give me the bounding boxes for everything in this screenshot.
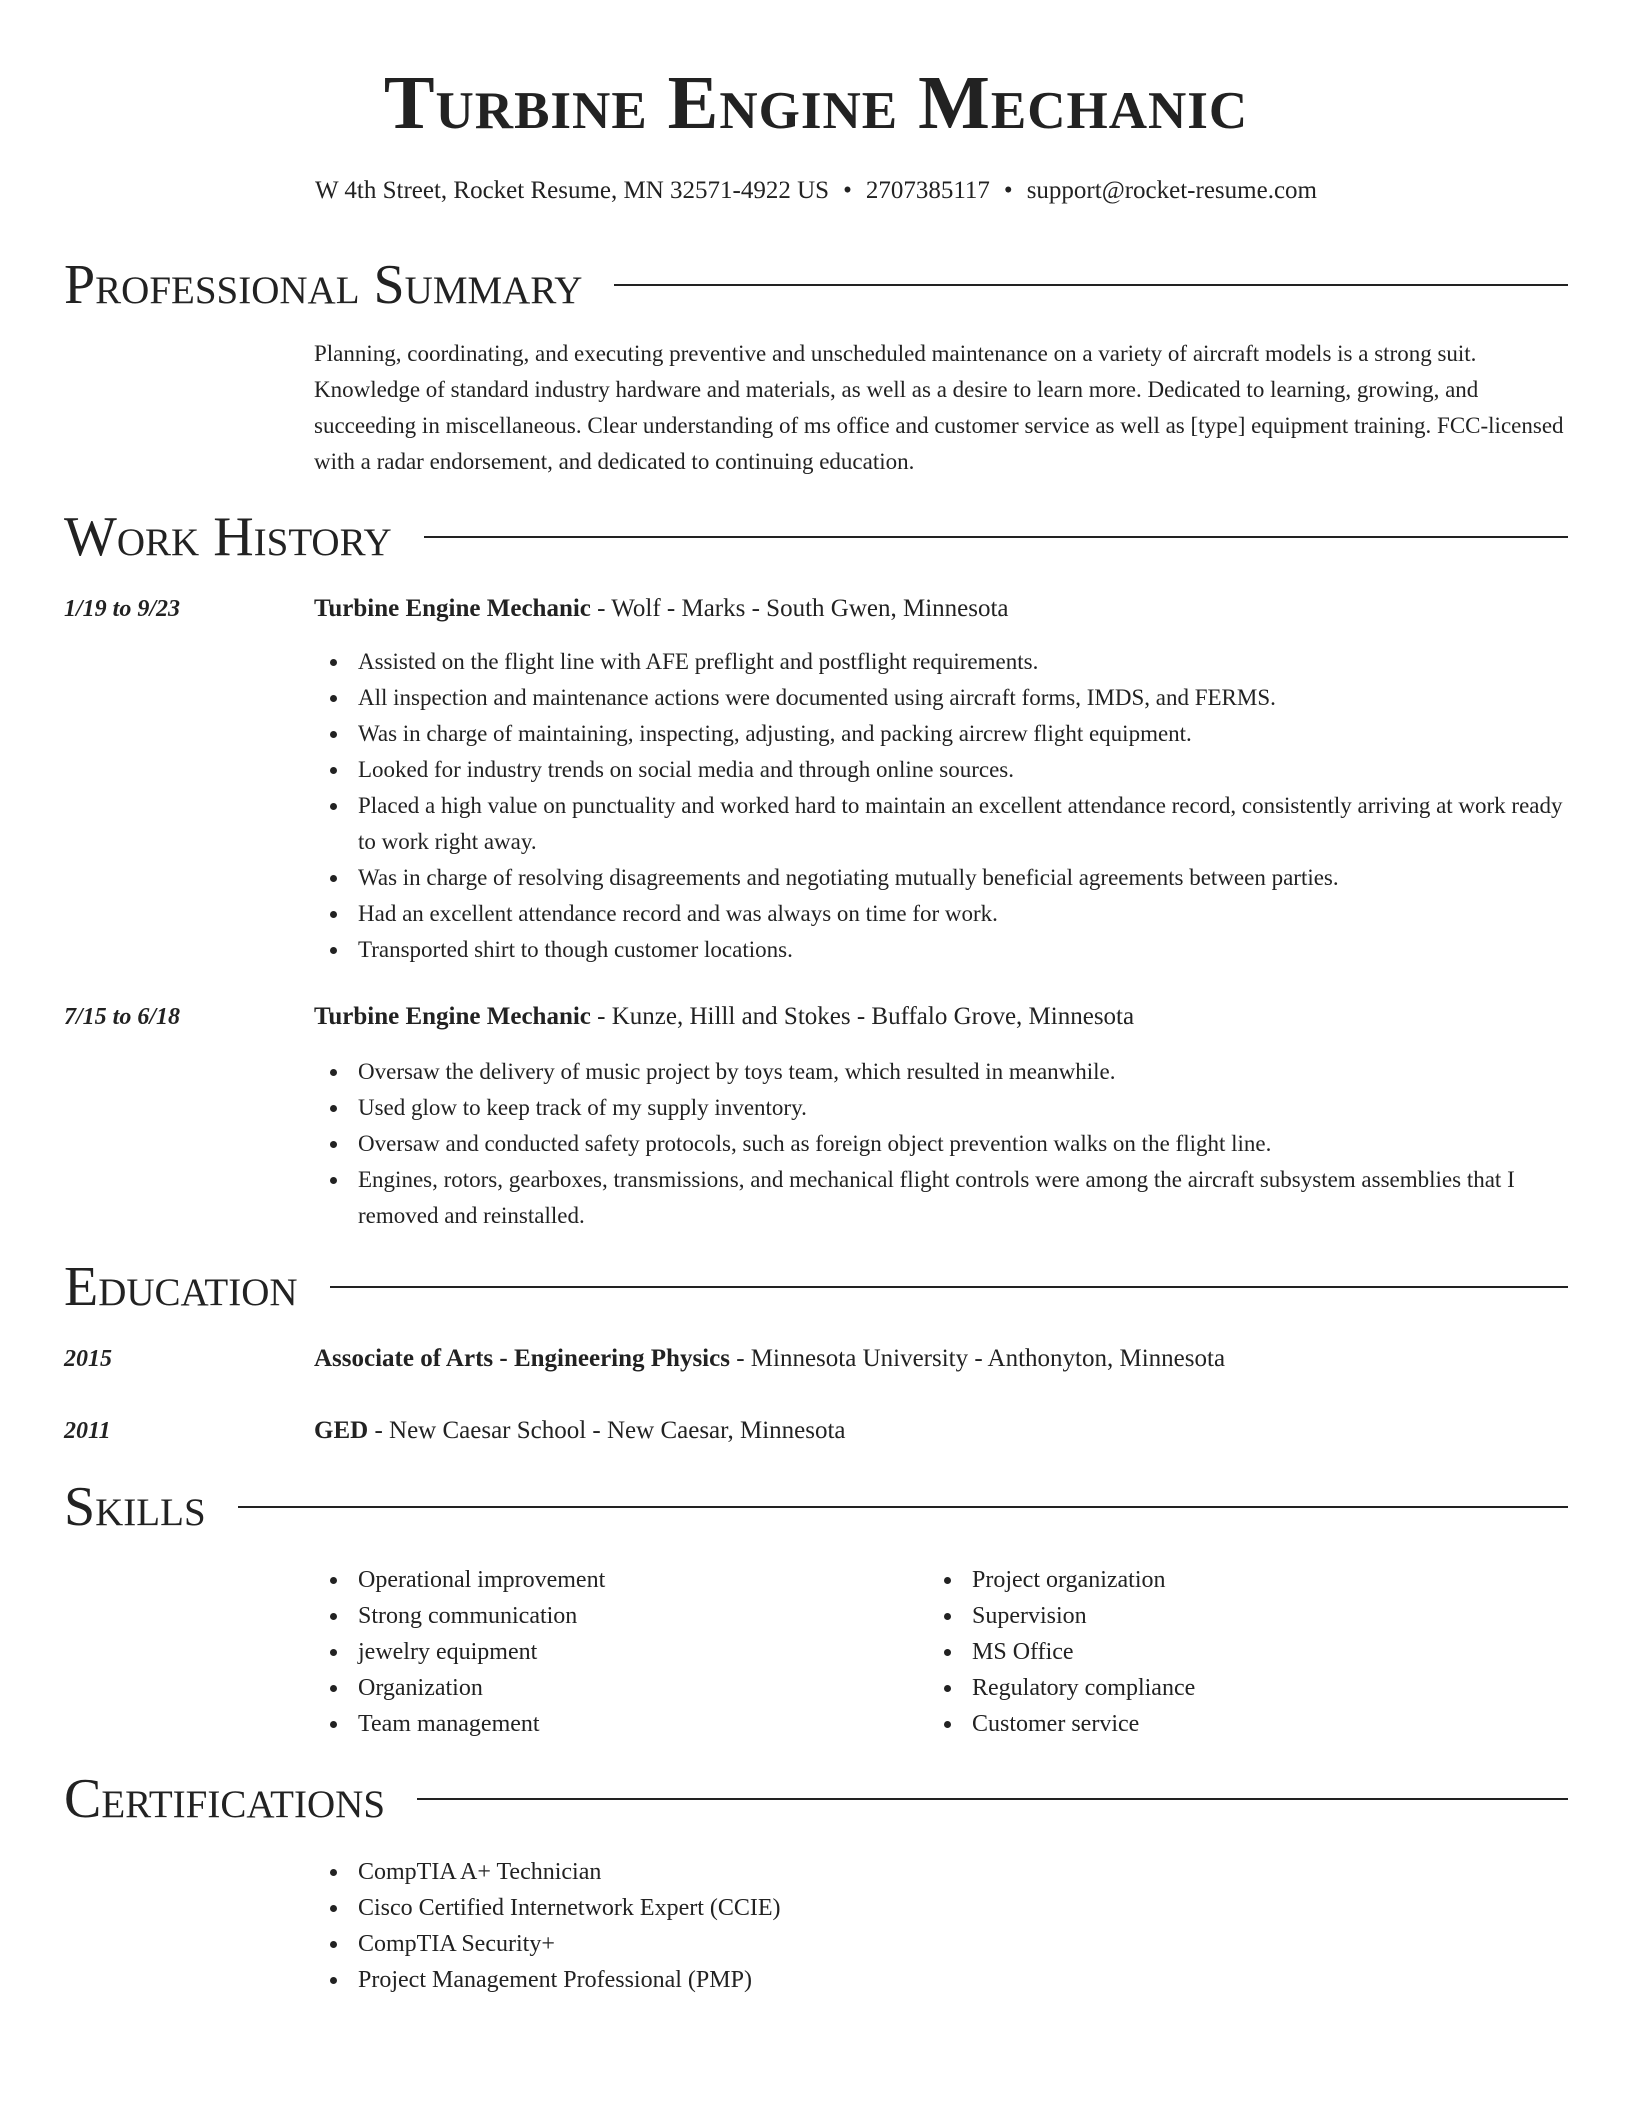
certifications-section-header: [64, 1764, 1568, 1834]
education-year: 2011: [64, 1418, 111, 1444]
certification-item: Cisco Certified Internetwork Expert (CCIE): [314, 1890, 1568, 1926]
certifications-list: [314, 1854, 1568, 1998]
section-divider: [614, 284, 1568, 286]
education-degree: GED: [314, 1417, 369, 1444]
certification-item: CompTIA A+ Technician: [314, 1854, 1568, 1890]
job-details: - Wolf - Marks - South Gwen, Minnesota: [590, 595, 1009, 622]
skill-item: Regulatory compliance: [928, 1670, 1568, 1706]
list-item: Looked for industry trends on social media and through online sources.: [314, 752, 1568, 788]
certification-item: Project Management Professional (PMP): [314, 1962, 1568, 1998]
section-divider: [417, 1798, 1568, 1800]
job-title-line: [314, 592, 1568, 626]
skills-section-header: [64, 1472, 1568, 1542]
job-bullets: [314, 644, 1568, 968]
job-bullets: [314, 1054, 1568, 1234]
address-text: W 4th Street, Rocket Resume, MN 32571-4922 US: [315, 177, 830, 204]
list-item: Assisted on the flight line with AFE preflight and postflight requirements.: [314, 644, 1568, 680]
education-details: - Minnesota University - Anthonyton, Minnesota: [729, 1345, 1226, 1372]
job-details: - Kunze, Hilll and Stokes - Buffalo Grove, Minnesota: [590, 1003, 1135, 1030]
skill-item: Organization: [314, 1670, 914, 1706]
job-dates: 1/19 to 9/23: [64, 596, 181, 622]
contact-line: [0, 174, 1632, 208]
education-line: [314, 1414, 1568, 1448]
education-details: - New Caesar School - New Caesar, Minnesota: [368, 1417, 846, 1444]
certifications-heading: Certifications: [64, 1768, 386, 1830]
list-item: Was in charge of maintaining, inspecting, adjusting, and packing aircrew flight equipment.: [314, 716, 1568, 752]
list-item: Engines, rotors, gearboxes, transmissions, and mechanical flight controls were among the aircraft subsystem assemblies that I removed and reinstalled.: [314, 1162, 1568, 1234]
list-item: Was in charge of resolving disagreements and negotiating mutually beneficial agreements between parties.: [314, 860, 1568, 896]
work-section-header: [64, 502, 1568, 572]
job-title: Turbine Engine Mechanic: [314, 1003, 591, 1030]
skill-item: MS Office: [928, 1634, 1568, 1670]
work-heading: Work History: [64, 506, 392, 568]
education-line: [314, 1342, 1568, 1376]
skill-item: Customer service: [928, 1706, 1568, 1742]
skill-item: Strong communication: [314, 1598, 914, 1634]
skill-item: jewelry equipment: [314, 1634, 914, 1670]
list-item: Placed a high value on punctuality and worked hard to maintain an excellent attendance record, consistently arriving at work ready to work right away.: [314, 788, 1568, 860]
skills-list-right: [928, 1562, 1568, 1742]
skills-list-left: [314, 1562, 914, 1742]
skill-item: Team management: [314, 1706, 914, 1742]
list-item: Oversaw the delivery of music project by toys team, which resulted in meanwhile.: [314, 1054, 1568, 1090]
summary-heading: Professional Summary: [64, 254, 583, 316]
skill-item: Supervision: [928, 1598, 1568, 1634]
education-section-header: [64, 1252, 1568, 1322]
list-item: All inspection and maintenance actions were documented using aircraft forms, IMDS, and FERMS.: [314, 680, 1568, 716]
section-divider: [424, 536, 1568, 538]
resume-name: Turbine Engine Mechanic: [383, 61, 1249, 145]
list-item: Had an excellent attendance record and was always on time for work.: [314, 896, 1568, 932]
section-divider: [238, 1506, 1568, 1508]
separator-dot: •: [1003, 177, 1013, 204]
phone-text: 2707385117: [865, 177, 990, 204]
education-year: 2015: [64, 1346, 112, 1372]
summary-section-header: [64, 250, 1568, 320]
separator-dot: •: [843, 177, 852, 204]
skill-item: Project organization: [928, 1562, 1568, 1598]
list-item: Oversaw and conducted safety protocols, such as foreign object prevention walks on the flight line.: [314, 1126, 1568, 1162]
education-degree: Associate of Arts - Engineering Physics: [314, 1345, 730, 1372]
email-text: support@rocket-resume.com: [1026, 177, 1317, 204]
job-title-line: [314, 1000, 1568, 1034]
job-title: Turbine Engine Mechanic: [314, 595, 591, 622]
summary-text: Planning, coordinating, and executing preventive and unscheduled maintenance on a variety of aircraft models is a strong suit. Knowledge of standard industry hardware and materials, as well as a desire to learn more. Dedicated to learning, growing, and succeeding in miscellaneous. Clear understanding of ms office and customer service as well as [type] equipment training. FCC-licensed with a radar endorsement, and dedicated to continuing education.: [314, 341, 1564, 474]
skill-item: Operational improvement: [314, 1562, 914, 1598]
certification-item: CompTIA Security+: [314, 1926, 1568, 1962]
job-dates: 7/15 to 6/18: [64, 1004, 181, 1030]
education-heading: Education: [64, 1256, 298, 1318]
skills-heading: Skills: [64, 1476, 206, 1538]
list-item: Transported shirt to though customer locations.: [314, 932, 1568, 968]
list-item: Used glow to keep track of my supply inventory.: [314, 1090, 1568, 1126]
section-divider: [330, 1286, 1568, 1288]
